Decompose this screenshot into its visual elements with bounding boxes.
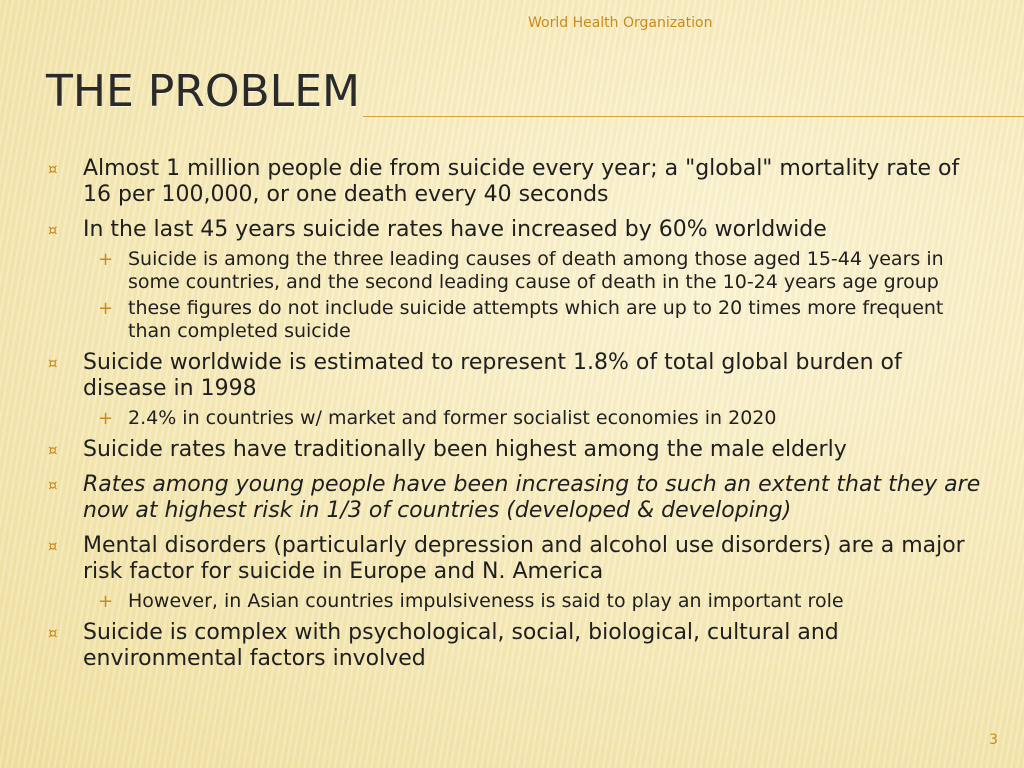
bullet-list xyxy=(0,156,1024,681)
bullet-text: Rates among young people have been increasing to such an extent that they are now at highest risk in 1/3 of countries (developed & developing) xyxy=(83,472,981,523)
page-number: 3 xyxy=(989,732,998,748)
sub-bullet-item xyxy=(0,590,1024,613)
bullet-text: Mental disorders (particularly depression and alcohol use disorders) are a major risk factor for suicide in Europe and N. America xyxy=(83,533,965,584)
x-bullet-icon: ¤ xyxy=(48,441,58,459)
bullet-text: Suicide is complex with psychological, social, biological, cultural and environmental factors involved xyxy=(83,620,839,671)
sub-bullet-item xyxy=(0,297,1024,343)
bullet-text: Suicide worldwide is estimated to represent 1.8% of total global burden of disease in 1998 xyxy=(83,350,902,401)
plus-bullet-icon: + xyxy=(98,408,114,429)
bullet-item xyxy=(0,156,1024,208)
x-bullet-icon: ¤ xyxy=(48,476,58,494)
x-bullet-icon: ¤ xyxy=(48,537,58,555)
title-underline xyxy=(363,116,1024,117)
x-bullet-icon: ¤ xyxy=(48,624,58,642)
plus-bullet-icon: + xyxy=(98,591,114,612)
x-bullet-icon: ¤ xyxy=(48,354,58,372)
x-bullet-icon: ¤ xyxy=(48,221,58,239)
plus-bullet-icon: + xyxy=(98,298,114,319)
slide-title: THE PROBLEM xyxy=(46,66,360,117)
plus-bullet-icon: + xyxy=(98,249,114,270)
bullet-item xyxy=(0,620,1024,672)
bullet-text: Almost 1 million people die from suicide every year; a "global" mortality rate of 16 per 100,000, or one death every 40 seconds xyxy=(83,156,960,207)
bullet-text: Suicide rates have traditionally been highest among the male elderly xyxy=(83,437,847,462)
bullet-item xyxy=(0,472,1024,524)
sub-bullet-item xyxy=(0,407,1024,430)
bullet-item xyxy=(0,217,1024,243)
x-bullet-icon: ¤ xyxy=(48,160,58,178)
header-source: World Health Organization xyxy=(528,15,713,31)
sub-bullet-item xyxy=(0,248,1024,294)
sub-bullet-text: 2.4% in countries w/ market and former socialist economies in 2020 xyxy=(128,407,777,429)
sub-bullet-text: However, in Asian countries impulsiveness is said to play an important role xyxy=(128,590,844,612)
bullet-item xyxy=(0,350,1024,402)
sub-bullet-text: Suicide is among the three leading causes of death among those aged 15-44 years in some countries, and the second leading cause of death in the 10-24 years age group xyxy=(128,248,944,293)
bullet-item xyxy=(0,437,1024,463)
bullet-item xyxy=(0,533,1024,585)
bullet-text: In the last 45 years suicide rates have increased by 60% worldwide xyxy=(83,217,827,242)
sub-bullet-text: these figures do not include suicide attempts which are up to 20 times more frequent than completed suicide xyxy=(128,297,944,342)
